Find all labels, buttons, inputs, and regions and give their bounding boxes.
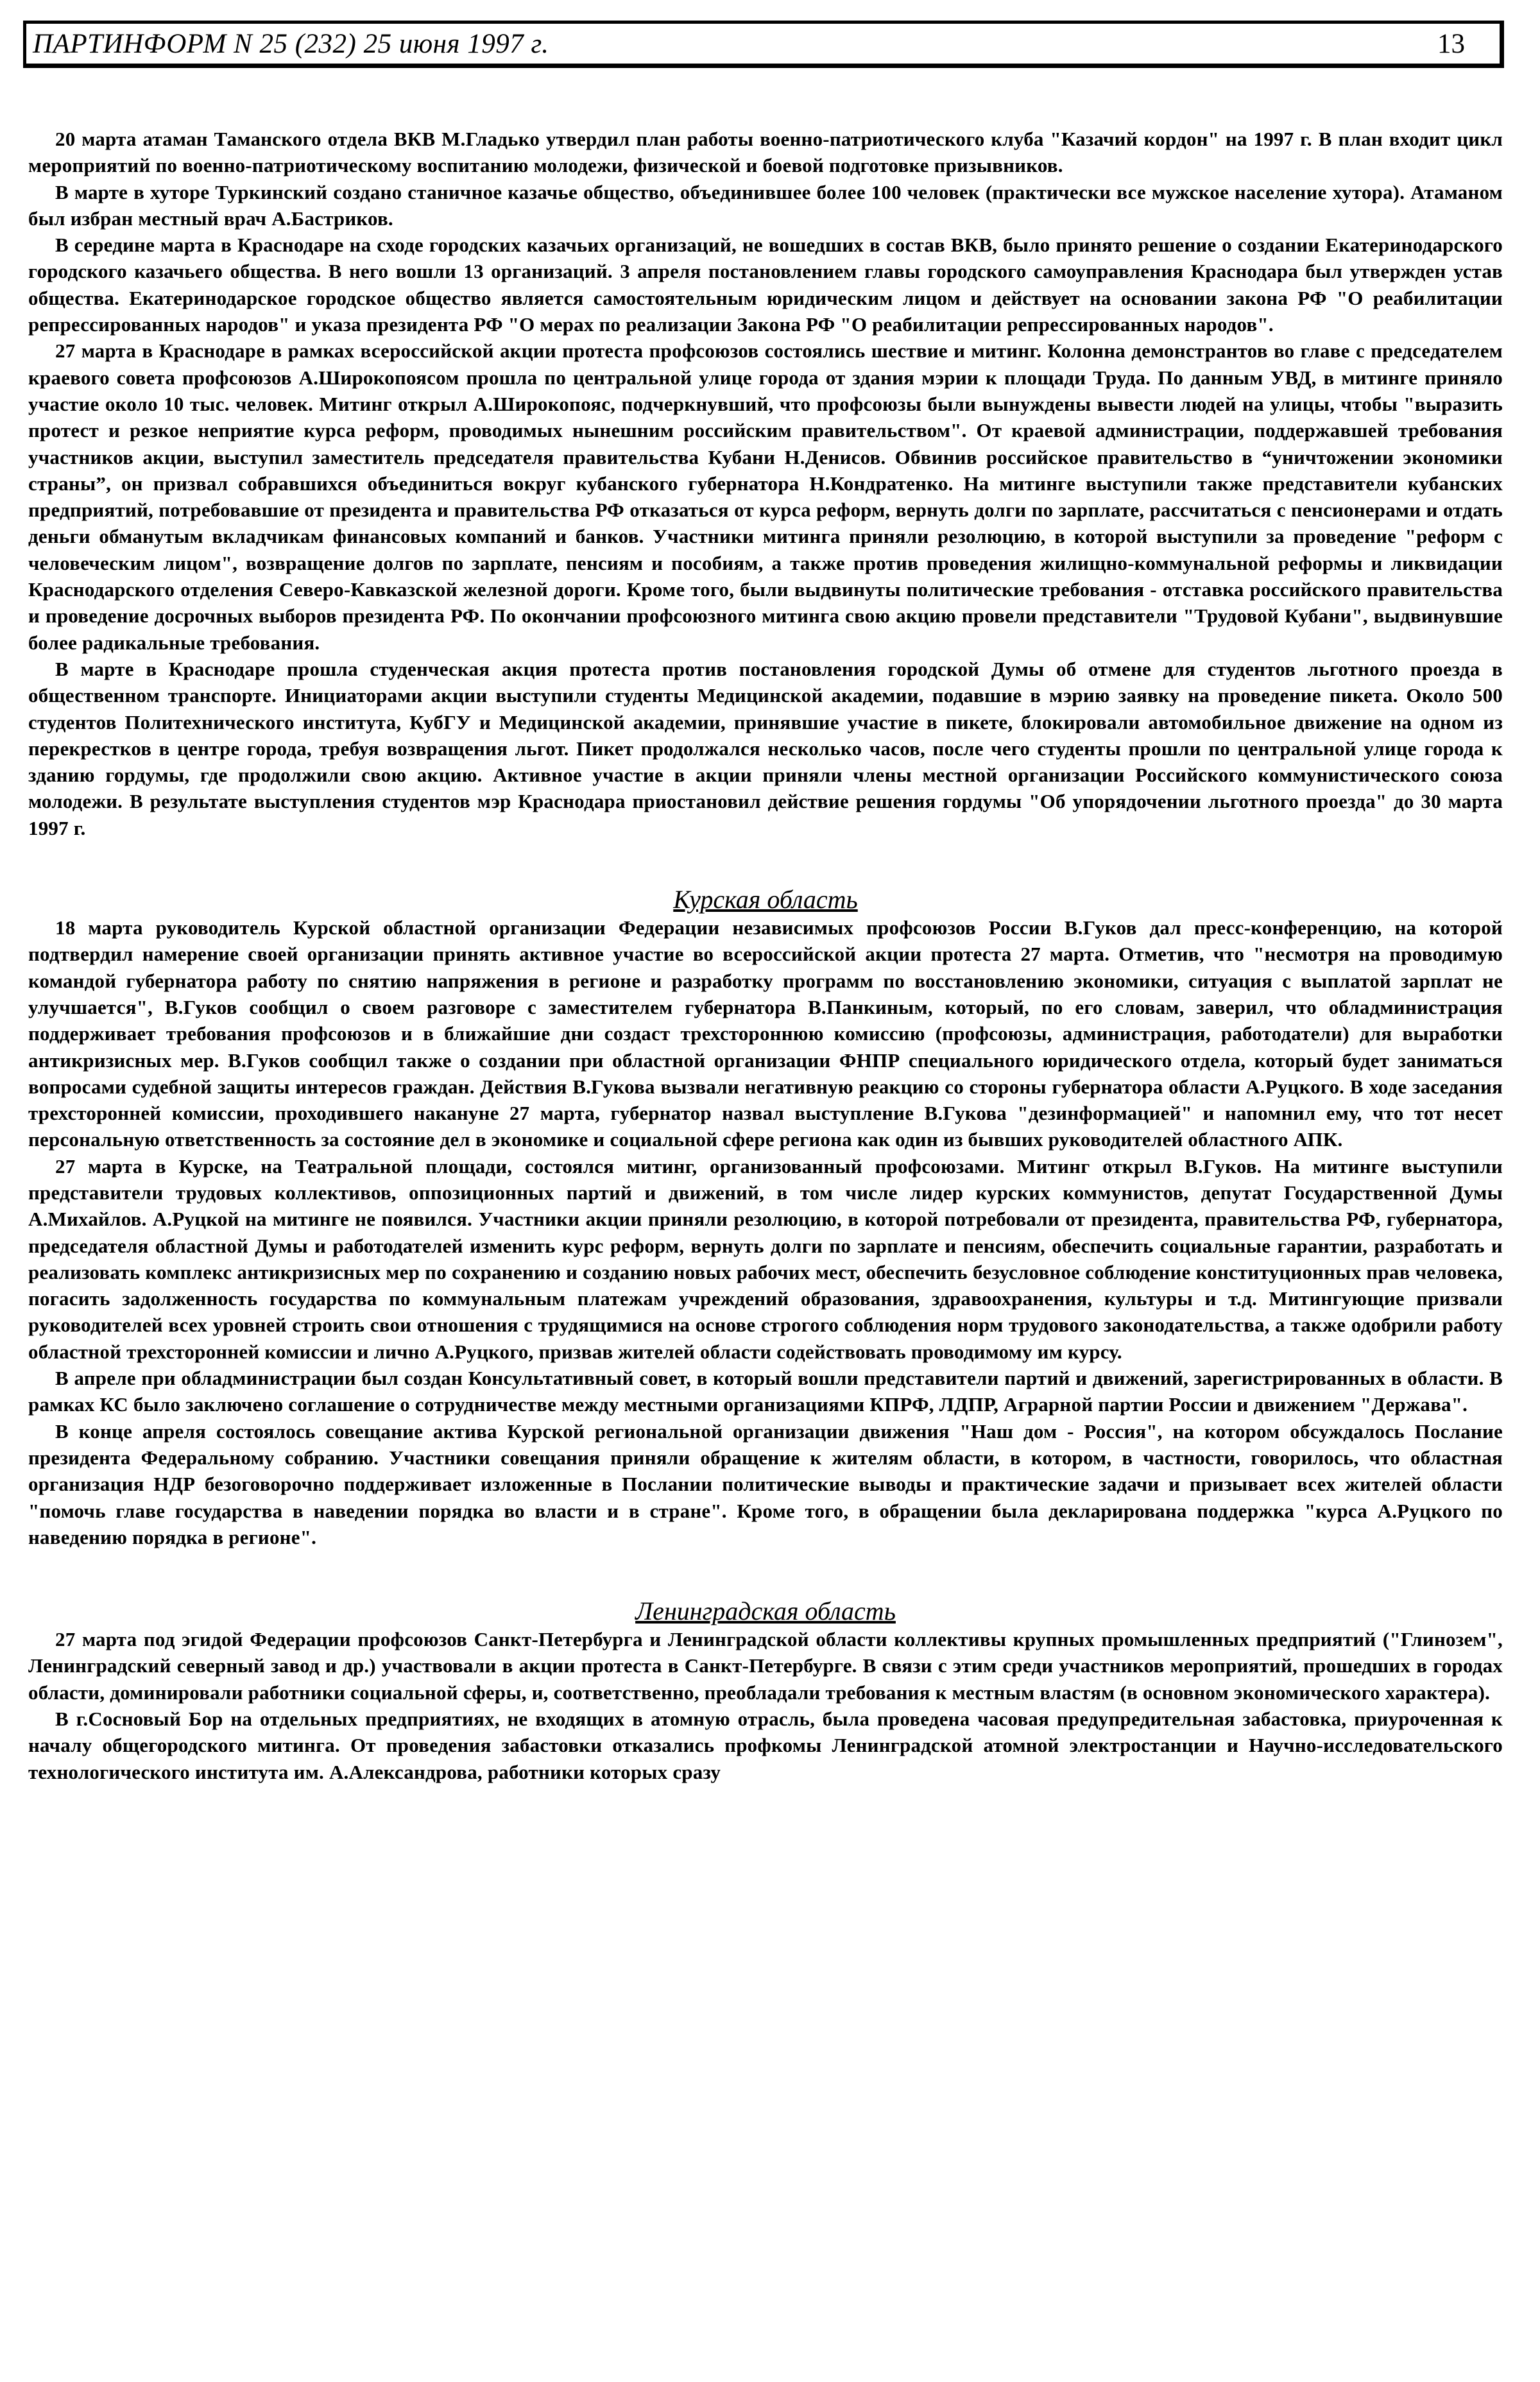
- section-spacer: [28, 1550, 1503, 1597]
- paragraph: 27 марта в Курске, на Театральной площади, состоялся митинг, организованный профсоюзами. Митинг открыл В.Гуков. На митинге выступили представители трудовых коллективов, оппозиционных партий и движений, в том числе лидер курских коммунистов, депутат Государственной Думы А.Михайлов. А.Руцкой на митинге не появился. Участники акции приняли резолюцию, в которой потребовали от президента, правительства РФ, губернатора, председателя областной Думы и работодателей изменить курс реформ, вернуть долги по зарплате и пенсиям, обеспечить социальные гарантии, разработать и реализовать комплекс антикризисных мер по сохранению и созданию новых рабочих мест, обеспечить безусловное соблюдение конституционных прав человека, погасить задолженность государства по коммунальным платежам учреждений образования, здравоохранения, культуры и т.д. Митингующие призвали руководителей всех уровней строить свои отношения с трудящимися на основе строгого соблюдения норм трудового законодательства, а также одобрили работу областной трехсторонней комиссии и лично А.Руцкого, призвав жителей области содействовать проводимому им курсу.: [28, 1154, 1503, 1363]
- paragraph: 27 марта под эгидой Федерации профсоюзов Санкт-Петербурга и Ленинградской области коллективы крупных промышленных предприятий ("Глинозем", Ленинградский северный завод и др.) участвовали в акции протеста в Санкт-Петербурге. В связи с этим среди участников мероприятий, прошедших в городах области, доминировали работники социальной сферы, и, соответственно, преобладали требования к местным властям (в основном экономического характера).: [28, 1628, 1503, 1704]
- paragraph: 27 марта в Краснодаре в рамках всероссийской акции протеста профсоюзов состоялись шествие и митинг. Колонна демонстрантов во главе с председателем краевого совета профсоюзов А.Широкопоясом прошла по центральной улице города от здания мэрии к площади Труда. По данным УВД, в митинге приняло участие около 10 тыс. человек. Митинг открыл А.Широкопояс, подчеркнувший, что профсоюзы были вынуждены вывести людей на улицы, чтобы "выразить протест и резкое неприятие курса реформ, проводимых нынешним российским правительством". От краевой администрации, поддержавшей требования участников акции, выступил заместитель председателя правительства Кубани Н.Денисов. Обвинив российское правительство в “уничтожении экономики страны”, он призвал собравшихся объединиться вокруг кубанского губернатора Н.Кондратенко. На митинге выступили также представители кубанских предприятий, потребовавшие от президента и правительства РФ отказаться от курса реформ, вернуть долги по зарплате, рассчитаться с пенсионерами и отдать деньги обманутым вкладчикам финансовых компаний и банков. Участники митинга приняли резолюцию, в которой выступили за проведение "реформ с человеческим лицом", возвращение долгов по зарплате, пенсиям и пособиям, а также против проведения жилищно-коммунальной реформы и ликвидации Краснодарского отделения Северо-Кавказской железной дороги. Кроме того, были выдвинуты политические требования - отставка российского правительства и проведение досрочных выборов президента РФ. По окончании профсоюзного митинга свою акцию провели представители "Трудовой Кубани", выдвинувшие более радикальные требования.: [28, 339, 1503, 654]
- paragraph: В середине марта в Краснодаре на сходе городских казачьих организаций, не вошедших в состав ВКВ, было принято решение о создании Екатеринодарского городского казачьего общества. В него вошли 13 организаций. 3 апреля постановлением главы городского самоуправления Краснодара был утвержден устав общества. Екатеринодарское городское общество является самостоятельным юридическим лицом и действует на основании закона РФ "О реабилитации репрессированных народов" и указа президента РФ "О мерах по реализации Закона РФ "О реабилитации репрессированных народов".: [28, 234, 1503, 336]
- paragraph: В марте в Краснодаре прошла студенческая акция протеста против постановления городской Думы об отмене для студентов льготного проезда в общественном транспорте. Инициаторами акции выступили студенты Медицинской академии, подавшие в мэрию заявку на проведение пикета. Около 500 студентов Политехнического института, КубГУ и Медицинской академии, принявшие участие в пикете, блокировали автомобильное движение на одном из перекрестков в центре города, требуя возвращения льгот. Пикет продолжался несколько часов, после чего студенты прошли по центральной улице города к зданию гордумы, где продолжили свою акцию. Активное участие в акции приняли члены местной организации Российского коммунистического союза молодежи. В результате выступления студентов мэр Краснодара приостановил действие решения гордумы "Об упорядочении льготного проезда" до 30 марта 1997 г.: [28, 657, 1503, 839]
- paragraph: В г.Сосновый Бор на отдельных предприятиях, не входящих в атомную отрасль, была проведена часовая предупредительная забастовка, приуроченная к началу общегородского митинга. От проведения забастовки отказались профкомы Ленинградской атомной электростанции и Научно-исследовательского технологического института им. А.Александрова, работники которых сразу: [28, 1708, 1503, 1783]
- paragraph: 18 марта руководитель Курской областной организации Федерации независимых профсоюзов России В.Гуков дал пресс-конференцию, на которой подтвердил намерение своей организации принять активное участие во всероссийской акции протеста 27 марта. Отметив, что "несмотря на проводимую командой губернатора работу по снятию напряжения в регионе и разработку программ по восстановлению экономики, ситуация с выплатой зарплат не улучшается", В.Гуков сообщил о своем разговоре с заместителем губернатора В.Панкиным, который, по его словам, заверил, что обладминистрация поддерживает требования профсоюзов и в ближайшие дни создаст трехстороннюю комиссию (профсоюзы, администрация, работодатели) для выработки антикризисных мер. В.Гуков сообщил также о создании при областной организации ФНПР специального юридического отдела, который будет заниматься вопросами судебной защиты интересов граждан. Действия В.Гукова вызвали негативную реакцию со стороны губернатора области А.Руцкого. В ходе заседания трехсторонней комиссии, проходившего накануне 27 марта, губернатор назвал выступление В.Гукова "дезинформацией" и напомнил ему, что тот несет персональную ответственность за состояние дел в экономике и социальной сфере региона как один из бывших руководителей областного АПК.: [28, 916, 1503, 1151]
- page-number: 13: [1437, 28, 1465, 59]
- header-title: ПАРТИНФОРМ N 25 (232) 25 июня 1997 г.: [33, 28, 549, 59]
- paragraph: В конце апреля состоялось совещание актива Курской региональной организации движения "Наш дом - Россия", на котором обсуждалось Послание президента Федеральному собранию. Участники совещания приняли обращение к жителям области, в котором, в частности, говорилось, что областная организация НДР безоговорочно поддерживает изложенные в Послании политические выводы и практические задачи и призывает всех жителей области "помочь главе государства в наведении порядка во власти и в стране". Кроме того, в обращении была декларирована поддержка "курса А.Руцкого по наведению порядка в регионе".: [28, 1419, 1503, 1548]
- paragraph: В апреле при обладминистрации был создан Консультативный совет, в который вошли представители партий и движений, зарегистрированных в области. В рамках КС было заключено соглашение о сотрудничестве между местными организациями КПРФ, ЛДПР, Аграрной партии России и движением "Держава".: [28, 1367, 1503, 1416]
- page-header: [23, 21, 1504, 68]
- article-body: [28, 126, 1503, 1785]
- section-title-leningrad: Ленинградская область: [635, 1597, 896, 1626]
- section-title-kursk: Курская область: [673, 885, 858, 914]
- section-spacer: [28, 841, 1503, 885]
- paragraph: В марте в хуторе Туркинский создано станичное казачье общество, объединившее более 100 человек (практически все мужское население хутора). Атаманом был избран местный врач А.Бастриков.: [28, 180, 1503, 230]
- paragraph: 20 марта атаман Таманского отдела ВКВ М.Гладько утвердил план работы военно-патриотического клуба "Казачий кордон" на 1997 г. В план входит цикл мероприятий по военно-патриотическому воспитанию молодежи, физической и боевой подготовке призывников.: [28, 128, 1503, 177]
